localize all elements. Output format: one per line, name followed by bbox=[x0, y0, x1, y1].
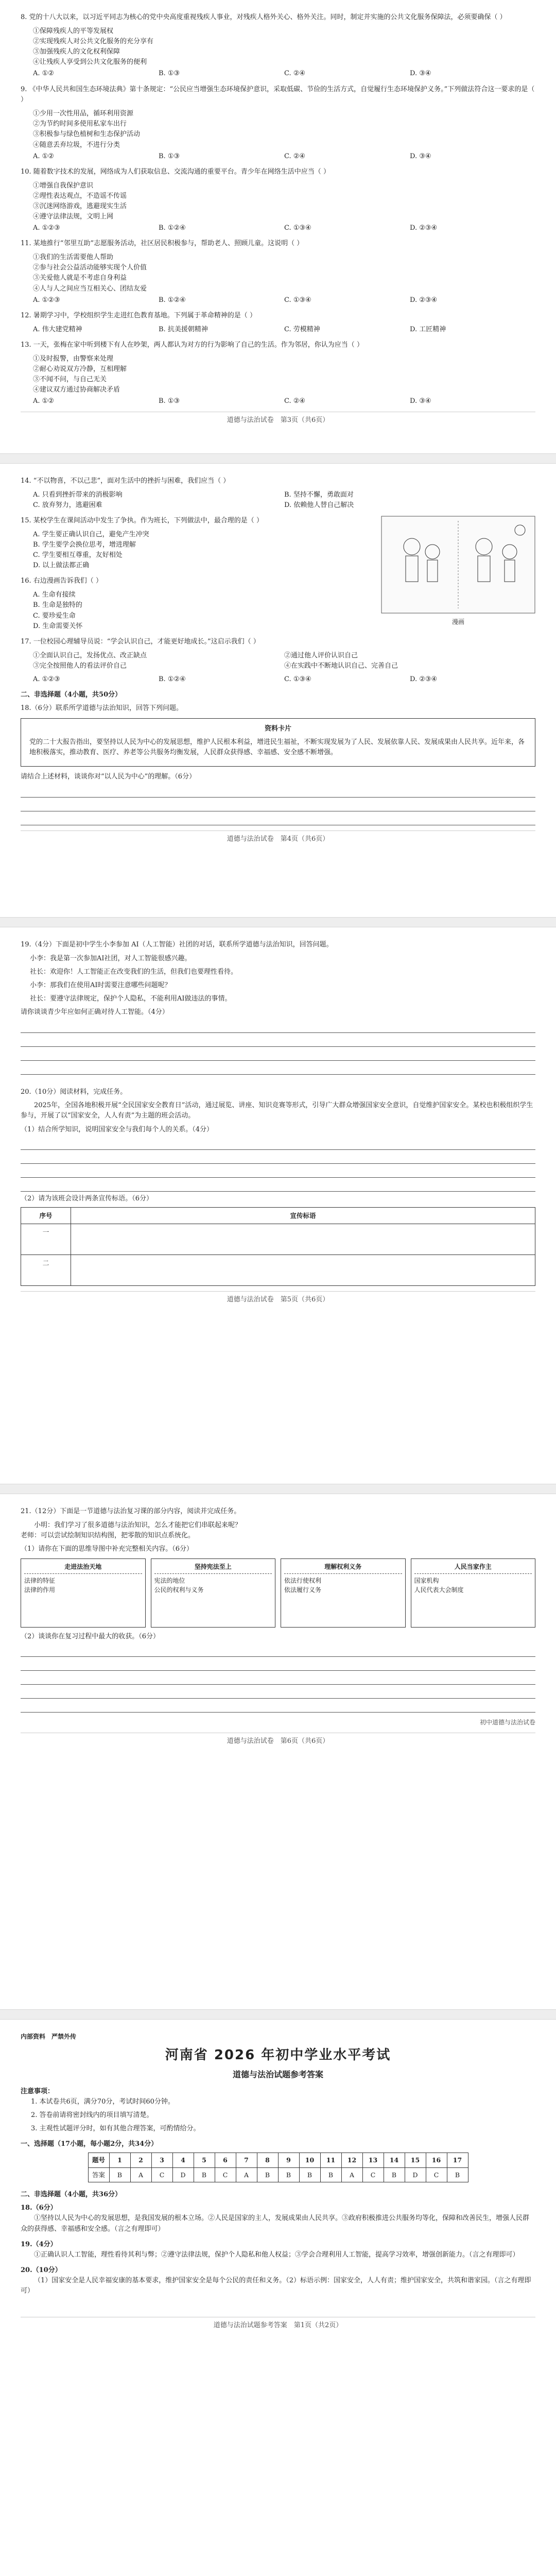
option-c: C. 要珍爱生命 bbox=[33, 612, 76, 620]
statement-item: ④人与人之间应当互相关心、团结友爱 bbox=[33, 284, 147, 293]
answer-18 bbox=[21, 2203, 535, 2234]
option-a: A. 生命有接续 bbox=[33, 591, 76, 599]
option-a: A. ①② bbox=[33, 152, 54, 160]
question-stem: 8. 党的十八大以来，以习近平同志为核心的党中央高度重视残疾人事业，对残疾人格外关心、格外关注。同时，制定并实施的公共文化服务保障法，必须要确保（ ） bbox=[21, 13, 507, 21]
option-a: A. ①②③ bbox=[33, 675, 60, 683]
option-b: B. ①③ bbox=[159, 152, 180, 160]
exam-page-3 bbox=[0, 0, 556, 453]
table-cell-input[interactable] bbox=[71, 1255, 535, 1286]
statement-item: ①全面认识自己，发扬优点、改正缺点 bbox=[33, 651, 147, 659]
option-a: A. ①②③ bbox=[33, 296, 60, 304]
statement-item: ①保障残疾人的平等发展权 bbox=[33, 27, 114, 35]
page-divider bbox=[0, 1484, 556, 1494]
answer-grid-header-cell: 9 bbox=[278, 2153, 299, 2167]
exam-page-5 bbox=[0, 927, 556, 1484]
answer-text: ①坚持以人民为中心的发展思想，是我国发展的根本立场。②人民是国家的主人，发展成果由人民共享。③政府积极推进公共服务均等化，保障和改善民生，增强人民群众的获得感、幸福感和安全感。（言之有理即可） bbox=[21, 2214, 530, 2233]
answer-grid-value-cell: D bbox=[172, 2167, 194, 2182]
mind-map-leaf: 公民的权利与义务 bbox=[154, 1586, 204, 1594]
statement-item: ④建议双方通过协商解决矛盾 bbox=[33, 385, 120, 394]
answer-grid-value-cell: B bbox=[299, 2167, 320, 2182]
option-b: B. ①②④ bbox=[159, 224, 186, 232]
question-21 bbox=[21, 1506, 535, 1713]
statement-item: ①少用一次性用品，循环利用资源 bbox=[33, 110, 134, 118]
material-text: 2025年，全国各地积极开展“全民国家安全教育日”活动，通过展览、讲座、知识竞赛等形式，引导广大群众增强国家安全意识，自觉维护国家安全。某校也积极组织学生参与，开展了以“国家安全，人人有责”为主题的班会活动。 bbox=[21, 1101, 533, 1120]
statement-item: ①及时报警，由警察来处理 bbox=[33, 354, 114, 363]
question-stem: 19.（4分）下面是初中学生小李参加 AI（人工智能）社团的对话，联系所学道德与法治知识，回答问题。 bbox=[21, 941, 333, 948]
exam-page-4 bbox=[0, 464, 556, 917]
material-card-title: 资料卡片 bbox=[264, 724, 291, 733]
answer-grid-header-cell: 6 bbox=[215, 2153, 236, 2167]
answer-grid-header-cell: 16 bbox=[426, 2153, 447, 2167]
option-a: A. 伟大建党精神 bbox=[33, 325, 82, 333]
question-stem: 10. 随着数字技术的发展，网络成为人们获取信息、交流沟通的重要平台。青少年在网络生活中应当（ ） bbox=[21, 167, 330, 176]
question-13 bbox=[21, 340, 535, 407]
answer-key-page bbox=[0, 2020, 556, 2576]
mind-map-node bbox=[411, 1558, 536, 1628]
mind-map-leaf: 依法行使权利 bbox=[284, 1577, 322, 1584]
page-divider bbox=[0, 453, 556, 464]
question-stem: 17. 一位校园心理辅导员说：“学会认识自己，才能更好地成长。”这启示我们（ ） bbox=[21, 637, 260, 646]
task-prompt: （2）谈谈你在复习过程中最大的收获。（6分） bbox=[21, 1633, 160, 1641]
statement-item: ②为节约时间多使用私家车出行 bbox=[33, 120, 127, 128]
answer-grid-value-cell: C bbox=[426, 2167, 447, 2182]
mind-map bbox=[21, 1558, 535, 1628]
mind-map-node-title: 理解权利义务 bbox=[284, 1562, 402, 1574]
option-d: D. ②③④ bbox=[410, 675, 438, 683]
page-footer: 道德与法治试卷 第3页（共6页） bbox=[21, 412, 535, 426]
statement-item: ②参与社会公益活动能够实现个人价值 bbox=[33, 264, 147, 272]
question-stem: 16. 右边漫画告诉我们（ ） bbox=[21, 577, 102, 585]
mind-map-node-title: 坚持宪法至上 bbox=[154, 1562, 272, 1574]
option-a: A. ①②③ bbox=[33, 224, 60, 232]
option-d: D. 工匠精神 bbox=[410, 325, 446, 333]
answer-grid-value-cell: B bbox=[320, 2167, 341, 2182]
cartoon-illustration bbox=[381, 516, 535, 614]
answer-20 bbox=[21, 2265, 535, 2296]
answer-grid-value-cell: B bbox=[109, 2167, 130, 2182]
cartoon-caption: 漫画 bbox=[451, 618, 464, 626]
slogan-table bbox=[21, 1207, 535, 1286]
option-a: A. 只看到挫折带来的消极影响 bbox=[33, 490, 123, 499]
statement-item: ④遵守法律法规，文明上网 bbox=[33, 213, 114, 221]
answer-grid-value-cell: B bbox=[278, 2167, 299, 2182]
page-footer: 道德与法治试卷 第5页（共6页） bbox=[21, 1291, 535, 1305]
statement-item: ③不闻不问，与自己无关 bbox=[33, 375, 107, 383]
statement-item: ③关爱他人就是不考虑自身利益 bbox=[33, 274, 127, 282]
option-d: D. ③④ bbox=[410, 397, 431, 405]
cartoon-figure bbox=[381, 516, 535, 637]
table-cell: 二 bbox=[21, 1255, 71, 1286]
dialog-line: 小李：我是第一次参加AI社团，对人工智能很感兴趣。 bbox=[30, 954, 192, 962]
page-divider bbox=[0, 2009, 556, 2020]
table-cell-input[interactable] bbox=[71, 1224, 535, 1255]
notes-heading: 注意事项： bbox=[21, 2087, 55, 2095]
option-c: C. 放弃努力，逃避困难 bbox=[33, 501, 102, 509]
option-c: C. ①③④ bbox=[284, 675, 311, 683]
answer-key-subtitle: 道德与法治试题参考答案 bbox=[232, 2069, 323, 2079]
statement-item: ①增强自我保护意识 bbox=[33, 181, 94, 190]
question-stem: 11. 某地推行“邻里互助”志愿服务活动，社区居民积极参与，帮助老人、照顾儿童。这说明（ ） bbox=[21, 240, 304, 248]
confidential-note: 内部资料 严禁外传 bbox=[21, 2033, 77, 2040]
note-item: 3. 主观性试题评分时，如有其他合理答案，可酌情给分。 bbox=[31, 2125, 200, 2133]
question-18 bbox=[21, 703, 535, 825]
section-heading: 二、非选择题（4小题，共36分） bbox=[21, 2191, 122, 2199]
option-b: B. ①②④ bbox=[159, 296, 186, 304]
paper-name-note: 初中道德与法治试卷 bbox=[479, 1719, 535, 1726]
mind-map-leaf: 人民代表大会制度 bbox=[414, 1586, 464, 1594]
table-header: 宣传标语 bbox=[71, 1207, 535, 1224]
option-d: D. 以上做法都正确 bbox=[33, 562, 90, 570]
page-footer: 道德与法治试卷 第4页（共6页） bbox=[21, 831, 535, 844]
answer-grid-value-cell: 答案 bbox=[88, 2167, 109, 2182]
question-17 bbox=[21, 637, 535, 685]
option-b: B. ①③ bbox=[159, 70, 180, 78]
option-b: B. ①③ bbox=[159, 397, 180, 405]
section-heading: 二、非选择题（4小题，共50分） bbox=[21, 691, 122, 699]
answer-grid-value-cell: D bbox=[405, 2167, 426, 2182]
answer-area[interactable] bbox=[21, 1021, 535, 1075]
statement-item: ②实现残疾人对公共文化服务的充分享有 bbox=[33, 37, 154, 45]
note-item: 1. 本试卷共6页，满分70分，考试时间60分钟。 bbox=[31, 2097, 175, 2106]
option-c: C. ②④ bbox=[284, 152, 306, 160]
answer-grid-header-cell: 7 bbox=[236, 2153, 257, 2167]
task-prompt: （1）请你在下面的思维导图中补充完整相关内容。（6分） bbox=[21, 1545, 194, 1553]
question-stem: 15. 某校学生在课间活动中发生了争执。作为班长，下列做法中，最合理的是（ ） bbox=[21, 517, 263, 525]
answer-area[interactable] bbox=[21, 786, 535, 825]
option-b: B. 学生要学会换位思考，增进理解 bbox=[33, 541, 136, 549]
option-b: B. 坚持不懈，勇敢面对 bbox=[284, 490, 354, 499]
answer-grid-header-cell: 2 bbox=[130, 2153, 151, 2167]
option-d: D. ③④ bbox=[410, 152, 431, 160]
answer-grid-value-cell: A bbox=[236, 2167, 257, 2182]
answer-grid-header-cell: 14 bbox=[384, 2153, 405, 2167]
option-b: B. 生命是独特的 bbox=[33, 601, 82, 609]
page-divider bbox=[0, 917, 556, 927]
option-c: C. ②④ bbox=[284, 70, 306, 78]
statement-item: ①我们的生活需要他人帮助 bbox=[33, 253, 114, 262]
mind-map-leaf: 宪法的地位 bbox=[154, 1577, 185, 1584]
statement-item: ③沉迷网络游戏，逃避现实生活 bbox=[33, 202, 127, 210]
answer-grid-header-row bbox=[88, 2153, 468, 2167]
dialog-line: 社长：要遵守法律规定，保护个人隐私，不能利用AI做违法的事情。 bbox=[30, 995, 232, 1003]
question-stem: 14. “不以物喜，不以己悲”，面对生活中的挫折与困难，我们应当（ ） bbox=[21, 477, 230, 485]
answer-grid-value-cell: C bbox=[151, 2167, 172, 2182]
note-item: 2. 答卷前请将密封线内的项目填写清楚。 bbox=[31, 2111, 153, 2119]
answer-grid-value-cell: A bbox=[341, 2167, 362, 2182]
answer-number: 20.（10分） bbox=[21, 2266, 62, 2274]
answer-grid-value-cell: B bbox=[384, 2167, 405, 2182]
statement-item: ④在实践中不断地认识自己、完善自己 bbox=[284, 662, 398, 670]
question-stem: 9. 《中华人民共和国生态环境法典》第十条规定：“公民应当增强生态环境保护意识，采取低碳、节俭的生活方式，自觉履行生态环境保护义务。”下列做法符合这一要求的是（ ） bbox=[21, 85, 535, 104]
question-19 bbox=[21, 940, 535, 1075]
option-d: D. ③④ bbox=[410, 70, 431, 78]
mind-map-node-title: 人民当家作主 bbox=[414, 1562, 532, 1574]
option-a: A. ①② bbox=[33, 397, 54, 405]
task-prompt: （2）请为该班会设计两条宣传标语。（6分） bbox=[21, 1194, 153, 1202]
statement-item: ③加强残疾人的文化权利保障 bbox=[33, 48, 120, 56]
option-c: C. ①③④ bbox=[284, 224, 311, 232]
answer-grid-value-row bbox=[88, 2167, 468, 2182]
answer-grid-header-cell: 10 bbox=[299, 2153, 320, 2167]
answer-grid-value-cell: B bbox=[447, 2167, 468, 2182]
question-prompt: 请结合上述材料，谈谈你对“以人民为中心”的理解。（6分） bbox=[21, 773, 196, 781]
table-header: 序号 bbox=[21, 1207, 71, 1224]
mind-map-leaf: 依法履行义务 bbox=[284, 1586, 322, 1594]
question-20 bbox=[21, 1087, 535, 1286]
answer-grid-header-cell: 11 bbox=[320, 2153, 341, 2167]
question-11 bbox=[21, 239, 535, 306]
answer-grid-header-cell: 5 bbox=[194, 2153, 215, 2167]
answer-grid-header-cell: 17 bbox=[447, 2153, 468, 2167]
mind-map-node-title: 走进法治天地 bbox=[24, 1562, 142, 1574]
mind-map-leaf: 国家机构 bbox=[414, 1577, 439, 1584]
mind-map-node bbox=[151, 1558, 276, 1628]
statement-item: ④让残疾人享受到公共文化服务的便利 bbox=[33, 58, 147, 66]
question-stem: 12. 暑期学习中，学校组织学生走进红色教育基地。下列属于革命精神的是（ ） bbox=[21, 311, 256, 319]
option-c: C. ②④ bbox=[284, 397, 306, 405]
question-prompt: 请你谈谈青少年应如何正确对待人工智能。（4分） bbox=[21, 1008, 169, 1016]
exam-page-6 bbox=[0, 1494, 556, 2009]
answer-key-title: 河南省 2026 年初中学业水平考试 bbox=[165, 2047, 391, 2063]
task-prompt: （1）结合所学知识，说明国家安全与我们每个人的关系。（4分） bbox=[21, 1125, 214, 1133]
question-12 bbox=[21, 311, 535, 335]
answer-grid-value-cell: A bbox=[130, 2167, 151, 2182]
answer-grid-header-cell: 13 bbox=[362, 2153, 384, 2167]
page-footer: 道德与法治试题参考答案 第1页（共2页） bbox=[21, 2317, 535, 2331]
statement-item: ④随意丢弃垃圾，不进行分类 bbox=[33, 141, 120, 149]
answer-grid-header-cell: 15 bbox=[405, 2153, 426, 2167]
answer-grid-header-cell: 1 bbox=[109, 2153, 130, 2167]
option-d: D. ②③④ bbox=[410, 296, 438, 304]
question-10 bbox=[21, 167, 535, 234]
answer-text: （1）国家安全是人民幸福安康的基本要求，维护国家安全是每个公民的责任和义务。（2）标语示例：国家安全，人人有责；维护国家安全，共筑和谐家园。（言之有理即可） bbox=[21, 2277, 531, 2295]
answer-area[interactable] bbox=[21, 1138, 535, 1192]
question-stem: 13. 一天，张梅在家中听到楼下有人在吵架，两人都认为对方的行为影响了自己的生活。作为邻居，你认为应当（ ） bbox=[21, 341, 363, 349]
material-text: 小明：我们学习了很多道德与法治知识，怎么才能把它们串联起来呢？ 老师：可以尝试绘制知识结构图，把零散的知识点系统化。 bbox=[21, 1521, 242, 1539]
table-cell: 一 bbox=[21, 1224, 71, 1255]
option-c: C. ①③④ bbox=[284, 296, 311, 304]
answer-19 bbox=[21, 2240, 535, 2260]
answer-grid-value-cell: C bbox=[362, 2167, 384, 2182]
question-stem: 21.（12分）下面是一节道德与法治复习课的部分内容，阅读并完成任务。 bbox=[21, 1507, 241, 1515]
statement-item: ②耐心劝说双方冷静，互相理解 bbox=[33, 365, 127, 373]
answer-grid-value-cell: C bbox=[215, 2167, 236, 2182]
answer-grid-header-cell: 4 bbox=[172, 2153, 194, 2167]
question-16 bbox=[21, 576, 373, 631]
option-d: D. ②③④ bbox=[410, 224, 438, 232]
material-card bbox=[21, 718, 535, 767]
mind-map-leaf: 法律的特征 bbox=[24, 1577, 56, 1584]
answer-area[interactable] bbox=[21, 1645, 535, 1713]
page-footer: 道德与法治试卷 第6页（共6页） bbox=[21, 1733, 535, 1747]
option-b: B. ①②④ bbox=[159, 675, 186, 683]
option-d: D. 生命需要关怀 bbox=[33, 622, 83, 630]
material-card-text: 党的二十大报告指出，要坚持以人民为中心的发展思想，维护人民根本利益，增进民生福祉，不断实现发展为了人民、发展依靠人民、发展成果由人民共享。近年来，各地积极落实，推动教育、医疗、养老等公共服务均衡发展，人民群众获得感、幸福感、安全感不断增强。 bbox=[29, 738, 525, 757]
option-c: C. 劳模精神 bbox=[284, 325, 320, 333]
section-heading: 一、选择题（17小题，每小题2分，共34分） bbox=[21, 2140, 158, 2148]
answer-grid-value-cell: B bbox=[194, 2167, 215, 2182]
option-a: A. 学生要正确认识自己，避免产生冲突 bbox=[33, 530, 149, 538]
option-b: B. 抗美援朝精神 bbox=[159, 325, 208, 333]
question-8 bbox=[21, 12, 535, 79]
answer-number: 19.（4分） bbox=[21, 2240, 57, 2248]
answer-grid bbox=[88, 2153, 468, 2182]
dialog-line: 小李：那我们在使用AI时需要注意哪些问题呢？ bbox=[30, 981, 171, 990]
option-c: C. 学生要相互尊重，友好相处 bbox=[33, 551, 123, 560]
mind-map-node bbox=[281, 1558, 406, 1628]
mind-map-leaf: 法律的作用 bbox=[24, 1586, 56, 1594]
option-d: D. 依赖他人替自己解决 bbox=[284, 501, 354, 509]
statement-item: ③积极参与绿色植树和生态保护活动 bbox=[33, 130, 141, 139]
statement-item: ③完全按照他人的看法评价自己 bbox=[33, 662, 127, 670]
dialog-line: 社长：欢迎你！人工智能正在改变我们的生活，但我们也要理性看待。 bbox=[30, 968, 238, 976]
answer-grid-header-cell: 3 bbox=[151, 2153, 172, 2167]
answer-grid-header-cell: 题号 bbox=[88, 2153, 109, 2167]
question-9 bbox=[21, 84, 535, 162]
answer-text: ①正确认识人工智能，理性看待其利与弊；②遵守法律法规，保护个人隐私和他人权益；③学会合理利用人工智能，提高学习效率，增强创新能力。（言之有理即可） bbox=[34, 2250, 519, 2259]
mind-map-node bbox=[21, 1558, 146, 1628]
answer-grid-value-cell: B bbox=[257, 2167, 278, 2182]
answer-grid-header-cell: 8 bbox=[257, 2153, 278, 2167]
question-14 bbox=[21, 476, 535, 511]
question-stem: 18.（6分）联系所学道德与法治知识，回答下列问题。 bbox=[21, 704, 183, 713]
answer-grid-header-cell: 12 bbox=[341, 2153, 362, 2167]
statement-item: ②理性表达观点，不造谣不传谣 bbox=[33, 192, 127, 200]
answer-number: 18.（6分） bbox=[21, 2204, 57, 2212]
question-15 bbox=[21, 516, 373, 571]
option-a: A. ①② bbox=[33, 70, 54, 78]
question-stem: 20.（10分）阅读材料，完成任务。 bbox=[21, 1088, 127, 1096]
statement-item: ②通过他人评价认识自己 bbox=[284, 651, 358, 659]
